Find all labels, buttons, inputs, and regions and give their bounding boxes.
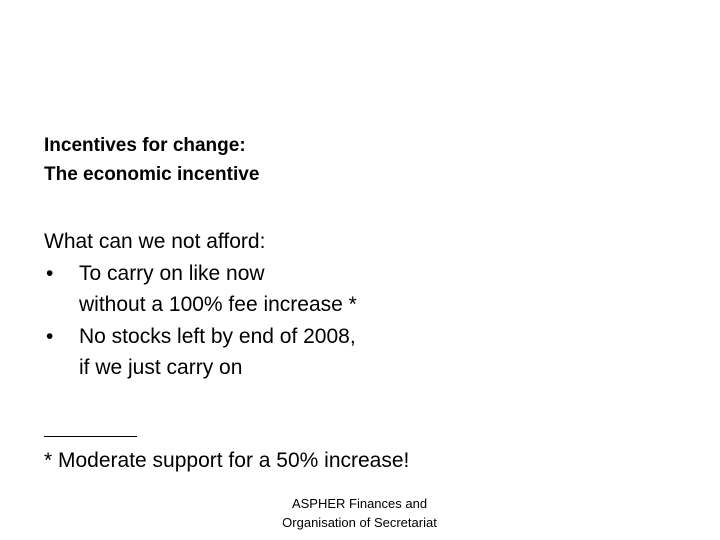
title-line-1: Incentives for change: <box>44 135 246 156</box>
footnote: * Moderate support for a 50% increase! <box>44 449 410 472</box>
slide-title <box>44 131 259 189</box>
footer-line-1: ASPHER Finances and <box>291 496 428 511</box>
bullet-item-1 <box>44 258 357 321</box>
bullet-text-1 <box>79 258 357 321</box>
bullet-item-2 <box>44 321 357 384</box>
slide-body <box>44 226 357 384</box>
bullet-1-line-1: To carry on like now <box>79 261 265 285</box>
body-intro: What can we not afford: <box>44 230 266 253</box>
footer-line-2: Organisation of Secretariat <box>282 515 437 530</box>
slide-footer <box>250 494 469 532</box>
bullet-1-line-2: without a 100% fee increase * <box>79 293 357 316</box>
bullet-icon: • <box>46 324 54 348</box>
bullet-text-2 <box>79 321 356 384</box>
bullet-2-line-2: if we just carry on <box>79 356 243 379</box>
footnote-divider <box>44 436 137 437</box>
title-line-2: The economic incentive <box>44 164 260 185</box>
bullet-2-line-1: No stocks left by end of 2008, <box>79 324 356 348</box>
bullet-icon: • <box>46 261 54 285</box>
